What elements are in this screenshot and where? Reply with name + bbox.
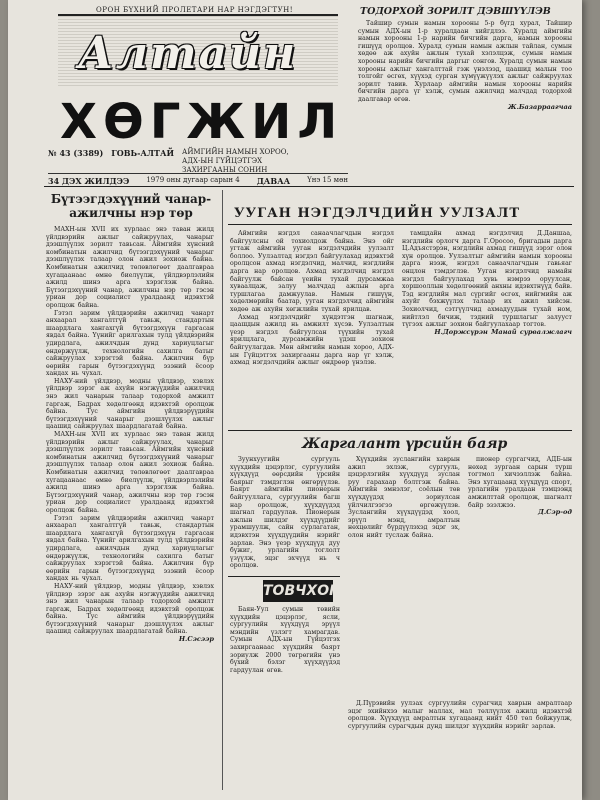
divider-mid-title <box>228 224 572 225</box>
article-left-text-1: МАХН-ын XVII их хурлаас энэ таван жилд үйлдвэрийн ажлыг сайжруулах, чанарыг дээшлүүлэх зорилт тавьсан. Аймгийн хүнсний комбинатын ажилчид бүтээгдэхүүний чанарыг дээшлүүлэх талаар олон ажил зохиож байна. Комбинатын ажилчид төлөвлөгөөт даалгавраа хугацаанаас өмнө биелүүлж, үйлдвэрлэлийн ажилд шинэ арга хэрэглэж байна. Бүтээгдэхүүний чанар, ажилчны нэр төр гэсэн уриан дор социалист уралдаанд идэвхтэй оролцож байна. <box>46 226 214 309</box>
article-left-title: Бүтээгдэхүүний чанар-ажилчны нэр төр <box>50 192 212 220</box>
article-mid-author: Н.Доржсүрэн Манай сурвалжлагч <box>434 327 572 336</box>
masthead-subtitle: АЙМГИЙН НАМЫН ХОРОО, АДХ-ЫН ГҮЙЦЭТГЭХ ЗАХИРГААНЫ СОНИН <box>182 148 289 174</box>
region-name: ГОВЬ-АЛТАЙ <box>111 148 175 158</box>
article-mid-body <box>230 230 394 426</box>
article-left-author: Н.Сэсээр <box>178 635 214 644</box>
masthead-slogan: ОРОН БҮХНИЙ ПРОЛЕТАРИ НАР НЭГДЭГТУН! <box>96 6 294 14</box>
masthead-block-title: ХӨГЖИЛ <box>60 94 344 150</box>
article-bottom-text-1: Зуунхуугийн сургууль хүүхдийн цэцэрлэг, сургуулийн хүүхдүүд өөрсдийн үрсийн баярыг тэмдэглэн өнгөрүүлэв. Баярт аймгийн пионерын байгууллага, сургуулийн багш нар оролцож, хүүхдүүдэд шагнал гардуулав. Пионерын ажлын шилдэг хүүхдүүдийг урамшуулж, сайн сурлагатан, идэвхтэн хүүхдүүдийн нэрийг зарлав. Энэ үеэр хүүхдүүд дуу бүжиг, урлагийн тоглолт үзүүлж, эцэг эхчүүд нь ч оролцов. <box>230 456 340 570</box>
article-bottom-text-2: Хүүхдийн зуслангийн хаврын ажил эхлэж, сургууль, цэцэрлэгийн хүүхдүүд зуслан руу гарахаар бэлтгэж байна. Аймгийн эмнэлэг, соёлын төв хүүхдүүдэд зориулсан үйлчилгээгээ өргөжүүлэв. Зуслангийн хүүхдүүдэд хоол, эрүүл мэнд, амралтын нөхцөлийг бүрдүүлэхэд эцэг эх, олон нийт туслаж байна. <box>348 456 460 539</box>
tovchhon-text-1: Баян-Уул сумын төвийн хүүхдийн цэцэрлэг, ясли, сургуулийн хүүхдүүд эрүүл мэндийн үзлэгт хамрагдав. Сумын АДХ-ын Гүйцэтгэх захиргаанаас хүүхдийн баярт зориулж 2000 төгрөгийн үнэ бүхий бэлэг хүүхдүүдэд гардуулан өгөв. <box>230 606 340 674</box>
article-right-text: тамцдайн ахмад нэгдэлчид Д.Даншаа, нэгдлийн орлогч дарга Г.Оросоо, бригадын дарга Ц.Адъястэрэн, нэгдлийн ахмад гишүүд зэрэг олон хүн оролцов. Уулзалтыг аймгийн намын хорооны дарга нээж, нэгдэл санаачлагчдын гавьяаг онцлон тэмдэглэв. Ууган нэгдэлчид намайн нэгдэл байгуулахад хувь нэмрээ оруулсан, хоршооллын хөдөлгөөний анхны идэвхтнүүд байв. Тэд нэгдлийн мал сүргийг өсгөх, нийгмийн аж ахуйг бэхжүүлэх талаар их ажил хийсэн. Зохиолчид, сэтгүүлчид ахмадуудын тухай ном, нийтлэл бичиж, тэдний туршлагыг залууст түгээх ажлыг зохион байгуулахаар тогтов. <box>402 230 572 329</box>
article-top-author: Ж.Базарраагчаа <box>507 102 572 111</box>
day-text: ДАВАА <box>256 176 291 186</box>
article-mid-text-2: Ахмад нэгдэлчдийг хүндэтгэн шагнаж, цаашдын ажилд нь амжилт хүсэв. Уулзалтын үеэр нэгдэл байгуулсан түүхийн тухай ярилцлага, дурсамжийн үдэш зохион байгуулагдав. Мөн аймгийн намын хороо, АДХ-ын Гүйцэтгэх захиргааны дарга нар үг хэлж, ахмад нэгдэлчдийн ажлыг өндрөөр үнэлэв. <box>230 313 394 367</box>
year-line <box>48 173 348 186</box>
price-text: Үнэ 15 мөн <box>307 176 348 184</box>
year-text: 34 ДЭХ ЖИЛДЭЭ <box>48 176 130 186</box>
article-mid-title: УУГАН НЭГДЭЛЧДИЙН УУЛЗАЛТ <box>234 206 520 221</box>
article-bottom-col3 <box>468 456 572 696</box>
tovchhon-text-2: Д.Пүрэвийн уулзах сургуулийн сурагчид хаврын амралтаар эцэг эхийнхээ малыг маллах, мал төллүүлэх ажилд идэвхтэй оролцов. Хүүхдүүд амралтын хугацаанд нийт 450 төл бойжуулж, сургуулийн сурагчдын дунд шилдэг хүүхдийн нэрийг зарлав. <box>348 700 572 730</box>
tovchhon-body-2 <box>348 700 572 792</box>
article-right-body <box>402 230 572 426</box>
tovchhon-body <box>230 606 340 792</box>
tovchhon-heading: ТОВЧХОН <box>263 580 333 602</box>
article-left-text-5: Гэтэл зарим үйлдвэрийн ажилчид чанарт анхаарал хангалтгүй тавьж, стандартын шаардлага хангахгүй бүтээгдэхүүн гаргасан явдал байна. Үүнийг арилгахын тулд үйлдвэрийн удирдлага, ажилчдын дунд хариуцлагыг өндөржүүлж, технологийн сахилга батыг сайжруулах хэрэгтэй байна. Ажилчин бүр өөрийн гарын бүтээгдэхүүнд эзэний ёсоор хандах нь чухал. <box>46 514 214 583</box>
article-bottom-text-3: пионер сургагчид, АДБ-ын нөхөд зургаан сарын турш тогтмол хичээллэж байна. Энэ хугацаанд хүүхдүүд спорт, урлагийн уралдаан тэмцээнд амжилттай оролцож, шагналт байр эзэлжээ. <box>468 456 572 509</box>
newspaper-page <box>8 0 582 800</box>
article-top-title: ТОДОРХОЙ ЗОРИЛТ ДЭВШҮҮЛЭВ <box>360 6 551 17</box>
article-left-text-2: Гэтэл зарим үйлдвэрийн ажилчид чанарт анхаарал хангалтгүй тавьж, стандартын шаардлага хангахгүй бүтээгдэхүүн гаргасан явдал байна. Үүнийг арилгахын тулд үйлдвэрийн удирдлага, ажилчдын дунд хариуцлагыг өндөржүүлж, технологийн сахилга батыг сайжруулах хэрэгтэй байна. Ажилчин бүр өөрийн гарын бүтээгдэхүүнд эзэний ёсоор хандах нь чухал. <box>46 309 214 378</box>
article-left-text-3: НАХУ-ний үйлдвэр, модны үйлдвэр, хэвлэх үйлдвэр зэрэг аж ахуйн нэгжүүдийн ажилчид энэ жил чанарын талаар тодорхой амжилт гаргаж, Бадрах хөдөлгөөнд идэвхтэй оролцож байна. Тус аймгийн үйлдвэрүүдийн бүтээгдэхүүний чанарыг дээшлүүлэх ажлыг цаашид сайжруулах шаардлагатай байна. <box>46 377 214 431</box>
date-text: 1979 оны дугаар сарын 4 <box>146 176 240 184</box>
divider-top <box>44 186 574 187</box>
article-bottom-title: Жаргалант үрсийн баяр <box>302 436 508 452</box>
article-top-body <box>358 20 572 180</box>
article-top-text: Тайшир сумын намын хорооны 5-р бүгд хурал, Тайшир сумын АДХ-ын 1-р хуралдаан хийгдлээ. Хуралд аймгийн намын хорооны 1-р нарийн бичгийн дарга, намын хорооны гишүүд оролцов. Хуралд сумын намын ажлын тайлан, сумын хөдөө аж ахуйн ажлын тухай хэлэлцэж, сумын намын хорооны нарийн бичгийн даргыг сонгов. Хуралд сумын намын хорооны ажлыг хангалттай гэж үнэлээд, цаашид малын тоо толгойг өсгөх, хүүхэд сурган хүмүүжүүлэх ажлыг сайжруулах зорилт тавив. Хурлаар аймгийн намын хорооны нарийн бичгийн дарга үг хэлж, сумын ажилчид малчдад тодорхой даалгавар өгөв. <box>358 20 572 103</box>
article-bottom-col2 <box>348 456 460 696</box>
column-divider-left <box>222 190 223 790</box>
article-left-text-4: МАХН-ын XVII их хурлаас энэ таван жилд үйлдвэрийн ажлыг сайжруулах, чанарыг дээшлүүлэх зорилт тавьсан. Аймгийн хүнсний комбинатын ажилчид бүтээгдэхүүний чанарыг дээшлүүлэх талаар олон ажил зохиож байна. Комбинатын ажилчид төлөвлөгөөт даалгавраа хугацаанаас өмнө биелүүлж, үйлдвэрлэлийн ажилд шинэ арга хэрэглэж байна. Бүтээгдэхүүний чанар, ажилчны нэр төр гэсэн уриан дор социалист уралдаанд идэвхтэй оролцож байна. <box>46 431 214 514</box>
masthead-script-title: Алтайн <box>78 28 298 79</box>
article-mid-text-1: Аймгийн нэгдэл санаачлагчдын нэгдэл байгуулсны ой тохиолдож байна. Энэ ойг угтаж аймгийн ууган нэгдэлчдийн уулзалт боллоо. Уулзалтад нэгдэл байгуулахад идэвхтэй оролцсон ахмад нэгдэлчид, малчид, нэгдлийн дарга нар оролцов. Ахмад нэгдэлчид нэгдэл байгуулж байсан үеийн тухай дурсамжаа хуваалцаж, залуу малчдад ажлын арга туршлагаа дамжуулав. Намын гишүүн, хөдөлмөрийн баатар, ууган нэгдэлчид аймгийн хөдөө аж ахуйн хөгжлийн тухай ярилцав. <box>230 230 394 313</box>
article-left-text-6: НАХУ-ний үйлдвэр, модны үйлдвэр, хэвлэх үйлдвэр зэрэг аж ахуйн нэгжүүдийн ажилчид энэ жил чанарын талаар тодорхой амжилт гаргаж, Бадрах хөдөлгөөнд идэвхтэй оролцож байна. Тус аймгийн үйлдвэрүүдийн бүтээгдэхүүний чанарыг дээшлүүлэх ажлыг цаашид сайжруулах шаардлагатай байна. <box>46 582 214 636</box>
article-bottom-author: Д.Сэр-од <box>538 508 572 517</box>
issue-line <box>48 148 348 175</box>
divider-mid-bottom <box>228 430 572 431</box>
divider-tovchhon <box>228 576 340 577</box>
article-left-body <box>46 226 214 792</box>
issue-number: № 43 (3389) <box>48 148 104 158</box>
article-bottom-col1 <box>230 456 340 576</box>
